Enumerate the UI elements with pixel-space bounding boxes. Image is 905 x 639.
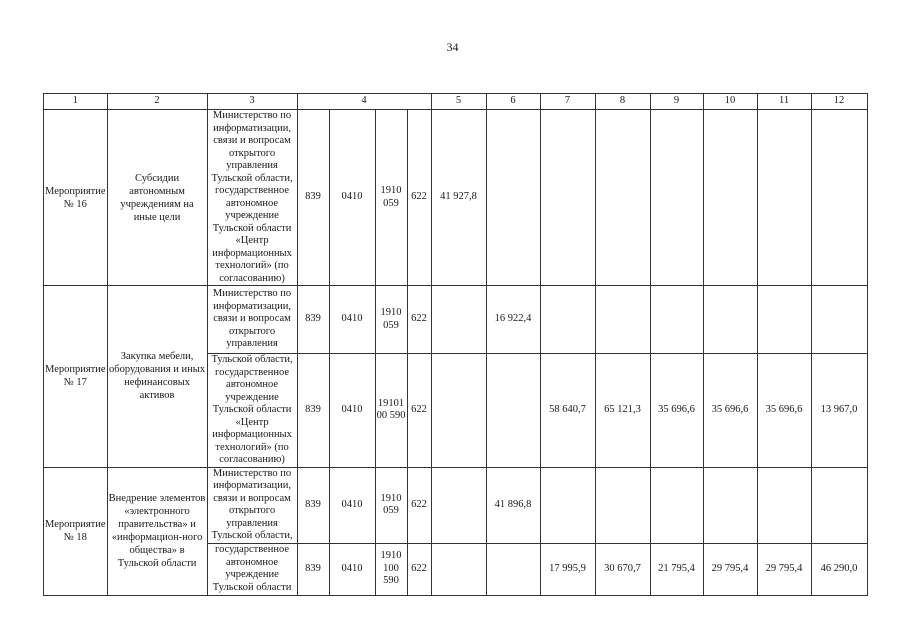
header-cell: 4	[297, 94, 431, 110]
value-cell: 29 795,4	[703, 543, 757, 595]
value-cell	[703, 110, 757, 286]
rzpr-cell: 0410	[329, 354, 375, 468]
value-cell	[431, 354, 486, 468]
header-cell: 6	[486, 94, 540, 110]
executor-cell: Министерство по информатизации, связи и вопросам открытого управления Тульской области, государственное автономное учреждение Тульской области «Центр информационных технологий» (по согласованию)	[207, 110, 297, 286]
header-cell: 3	[207, 94, 297, 110]
table-row	[44, 286, 868, 354]
vr-cell: 622	[407, 286, 431, 354]
header-cell: 5	[431, 94, 486, 110]
header-cell: 7	[540, 94, 595, 110]
csr-cell: 1910 059	[375, 286, 407, 354]
header-cell: 10	[703, 94, 757, 110]
value-cell	[703, 467, 757, 543]
event-number: Мероприятие № 16	[44, 110, 108, 286]
value-cell: 65 121,3	[595, 354, 650, 468]
header-row	[44, 94, 868, 110]
value-cell	[757, 286, 811, 354]
value-cell	[650, 467, 703, 543]
executor-cell: Министерство по информатизации, связи и вопросам открытого управления	[207, 286, 297, 354]
executor-cell: Министерство по информатизации, связи и вопросам открытого управления Тульской области,	[207, 467, 297, 543]
header-cell: 11	[757, 94, 811, 110]
value-cell	[811, 286, 867, 354]
budget-table	[43, 93, 868, 596]
value-cell	[650, 110, 703, 286]
value-cell: 13 967,0	[811, 354, 867, 468]
event-name: Субсидии автономным учреждениям на иные цели	[107, 110, 207, 286]
value-cell	[486, 543, 540, 595]
value-cell	[595, 110, 650, 286]
value-cell	[540, 110, 595, 286]
value-cell	[757, 467, 811, 543]
event-name: Внедрение элементов «электронного правительства» и «информацион-ного общества» в Тульской области	[107, 467, 207, 595]
header-cell: 12	[811, 94, 867, 110]
table-row	[44, 110, 868, 286]
header-cell: 8	[595, 94, 650, 110]
value-cell: 35 696,6	[703, 354, 757, 468]
csr-cell: 1910 059	[375, 110, 407, 286]
value-cell: 35 696,6	[757, 354, 811, 468]
grbs-cell: 839	[297, 354, 329, 468]
value-cell	[540, 286, 595, 354]
header-cell: 2	[107, 94, 207, 110]
csr-cell: 1910 100 590	[375, 543, 407, 595]
rzpr-cell: 0410	[329, 286, 375, 354]
page-number: 34	[446, 40, 459, 54]
grbs-cell: 839	[297, 467, 329, 543]
value-cell	[431, 286, 486, 354]
csr-cell: 19101 00 590	[375, 354, 407, 468]
executor-cell: Тульской области, государственное автономное учреждение Тульской области «Центр информационных технологий» (по согласованию)	[207, 354, 297, 468]
csr-cell: 1910 059	[375, 467, 407, 543]
grbs-cell: 839	[297, 543, 329, 595]
value-cell: 41 896,8	[486, 467, 540, 543]
value-cell: 30 670,7	[595, 543, 650, 595]
table-row	[44, 467, 868, 543]
value-cell	[486, 110, 540, 286]
value-cell	[595, 286, 650, 354]
value-cell: 41 927,8	[431, 110, 486, 286]
grbs-cell: 839	[297, 286, 329, 354]
value-cell: 16 922,4	[486, 286, 540, 354]
event-name: Закупка мебели, оборудования и иных нефинансовых активов	[107, 286, 207, 468]
value-cell	[650, 286, 703, 354]
vr-cell: 622	[407, 354, 431, 468]
value-cell	[757, 110, 811, 286]
value-cell: 46 290,0	[811, 543, 867, 595]
event-number: Мероприятие № 18	[44, 467, 108, 595]
value-cell	[703, 286, 757, 354]
value-cell	[595, 467, 650, 543]
value-cell	[486, 354, 540, 468]
value-cell	[540, 467, 595, 543]
header-cell: 1	[44, 94, 108, 110]
value-cell: 58 640,7	[540, 354, 595, 468]
rzpr-cell: 0410	[329, 543, 375, 595]
value-cell: 17 995,9	[540, 543, 595, 595]
value-cell: 35 696,6	[650, 354, 703, 468]
value-cell	[811, 467, 867, 543]
header-cell: 9	[650, 94, 703, 110]
value-cell: 21 795,4	[650, 543, 703, 595]
rzpr-cell: 0410	[329, 467, 375, 543]
grbs-cell: 839	[297, 110, 329, 286]
value-cell: 29 795,4	[757, 543, 811, 595]
value-cell	[431, 543, 486, 595]
vr-cell: 622	[407, 467, 431, 543]
value-cell	[431, 467, 486, 543]
executor-cell: государственное автономное учреждение Тульской области	[207, 543, 297, 595]
rzpr-cell: 0410	[329, 110, 375, 286]
vr-cell: 622	[407, 110, 431, 286]
vr-cell: 622	[407, 543, 431, 595]
value-cell	[811, 110, 867, 286]
event-number: Мероприятие № 17	[44, 286, 108, 468]
